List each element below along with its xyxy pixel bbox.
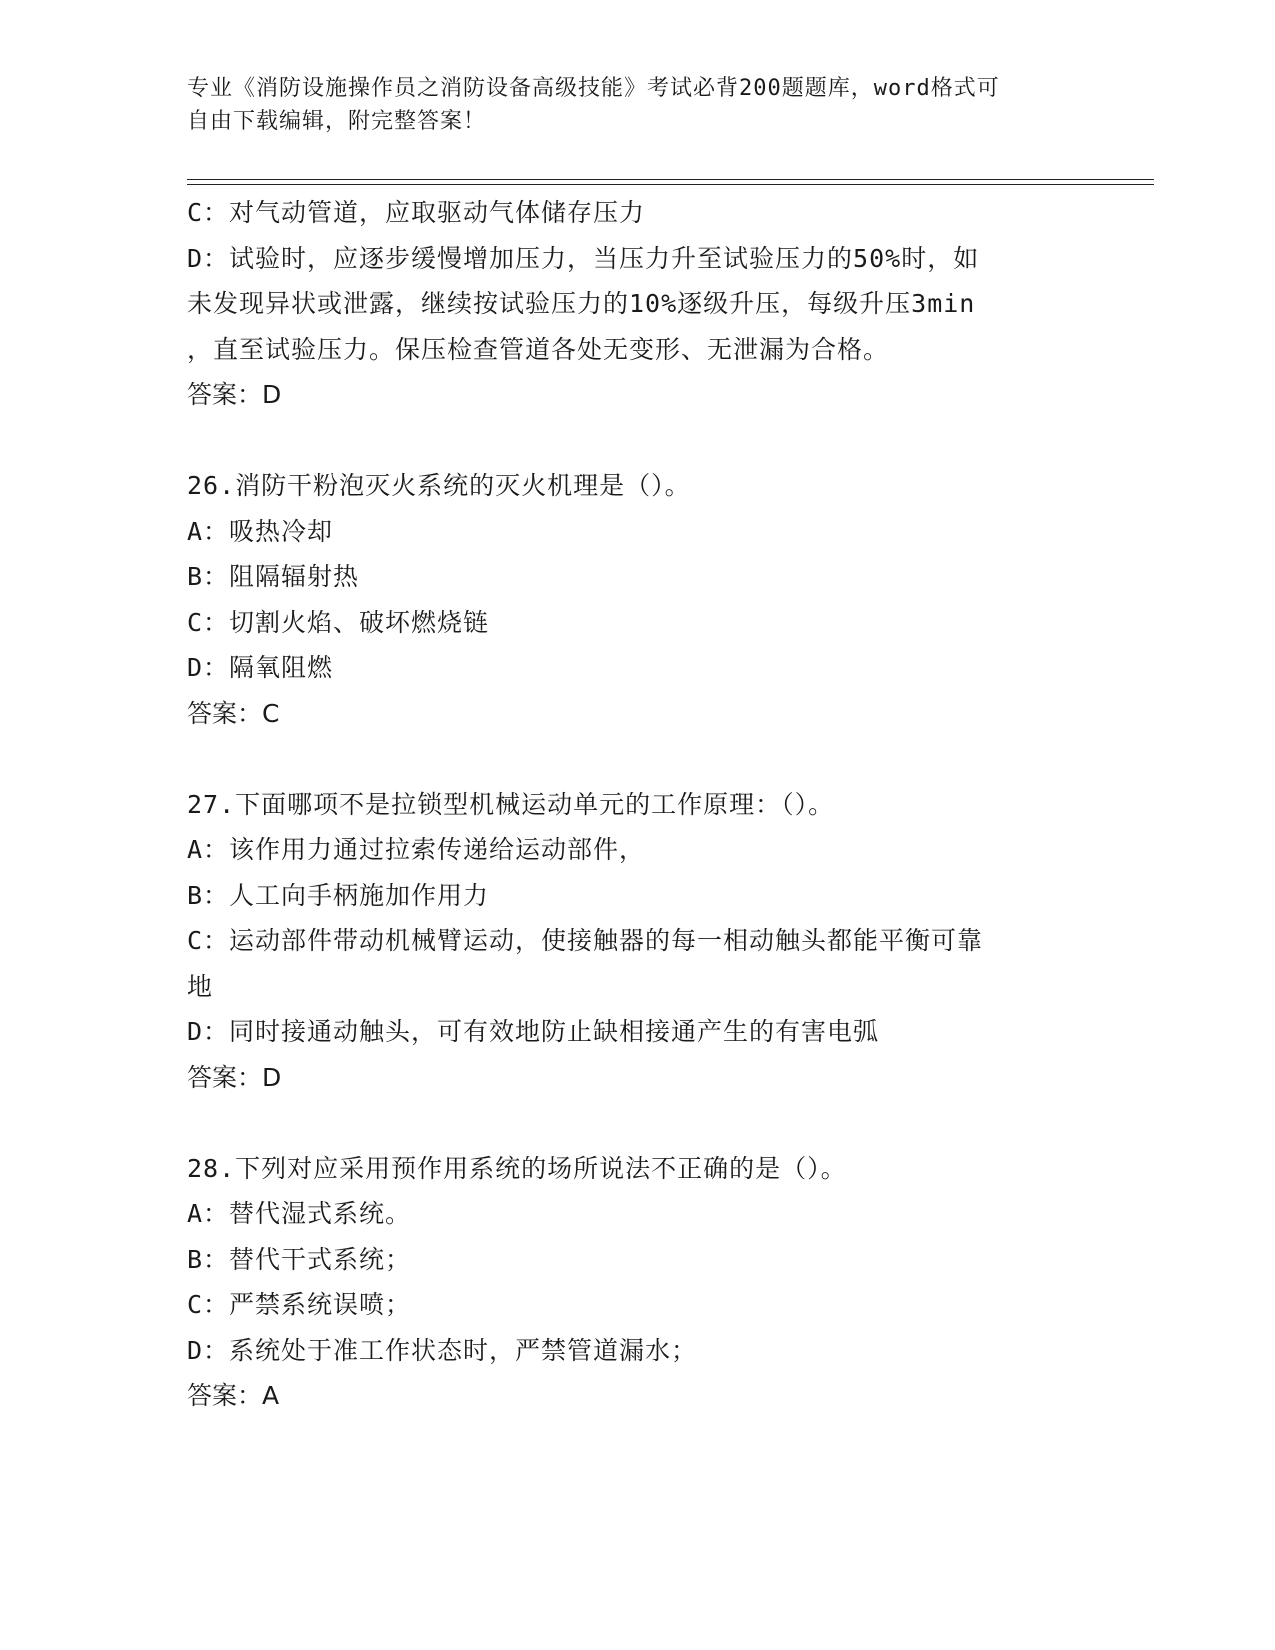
option-c: C：对气动管道，应取驱动气体储存压力: [187, 198, 646, 227]
option-a: A：替代湿式系统。: [187, 1199, 412, 1228]
question-stem: 27.下面哪项不是拉锁型机械运动单元的工作原理：（）。: [187, 789, 835, 819]
option-d: D：系统处于准工作状态时，严禁管道漏水；: [187, 1335, 698, 1365]
option-d-line-2: 未发现异状或泄露，继续按试验压力的10%逐级升压，每级升压3min: [187, 289, 976, 318]
answer: 答案：A: [187, 1381, 280, 1410]
spacer: [187, 736, 1067, 782]
answer: 答案：C: [187, 698, 280, 728]
spacer: [187, 418, 1067, 464]
header-divider-top: [187, 179, 1154, 180]
answer: 答案：D: [187, 380, 282, 409]
question-28: [187, 1146, 1067, 1419]
option-a: A：吸热冷却: [187, 516, 334, 546]
option-d: D：同时接通动触头，可有效地防止缺相接通产生的有害电弧: [187, 1017, 880, 1046]
document-header: [187, 72, 1067, 138]
option-c-line-1: C：运动部件带动机械臂运动，使接触器的每一相动触头都能平衡可靠: [187, 926, 984, 955]
option-b: B：人工向手柄施加作用力: [187, 880, 490, 910]
question-25-continued: [187, 190, 1067, 418]
option-d-line-3: ，直至试验压力。保压检查管道各处无变形、无泄漏为合格。: [187, 334, 890, 364]
header-line-1: 专业《消防设施操作员之消防设备高级技能》考试必背200题题库，word格式可: [187, 76, 1000, 101]
spacer: [187, 1100, 1067, 1146]
option-c: C：严禁系统误喷；: [187, 1290, 412, 1319]
header-line-2: 自由下载编辑，附完整答案！: [187, 109, 487, 134]
option-a: A：该作用力通过拉索传递给运动部件，: [187, 835, 646, 864]
option-c: C：切割火焰、破坏燃烧链: [187, 607, 490, 637]
answer: 答案：D: [187, 1062, 282, 1092]
question-stem: 28.下列对应采用预作用系统的场所说法不正确的是（）。: [187, 1153, 847, 1183]
question-stem: 26.消防干粉泡灭火系统的灭火机理是（）。: [187, 471, 691, 500]
option-b: B：替代干式系统；: [187, 1244, 412, 1274]
option-d: D：隔氧阻燃: [187, 653, 334, 682]
option-d-line-1: D：试验时，应逐步缓慢增加压力，当压力升至试验压力的50%时，如: [187, 243, 980, 273]
option-c-line-2: 地: [187, 971, 214, 1001]
document-body: [187, 190, 1067, 1419]
question-26: [187, 463, 1067, 736]
option-b: B：阻隔辐射热: [187, 562, 360, 591]
question-27: [187, 782, 1067, 1101]
header-divider-bottom: [187, 184, 1154, 185]
